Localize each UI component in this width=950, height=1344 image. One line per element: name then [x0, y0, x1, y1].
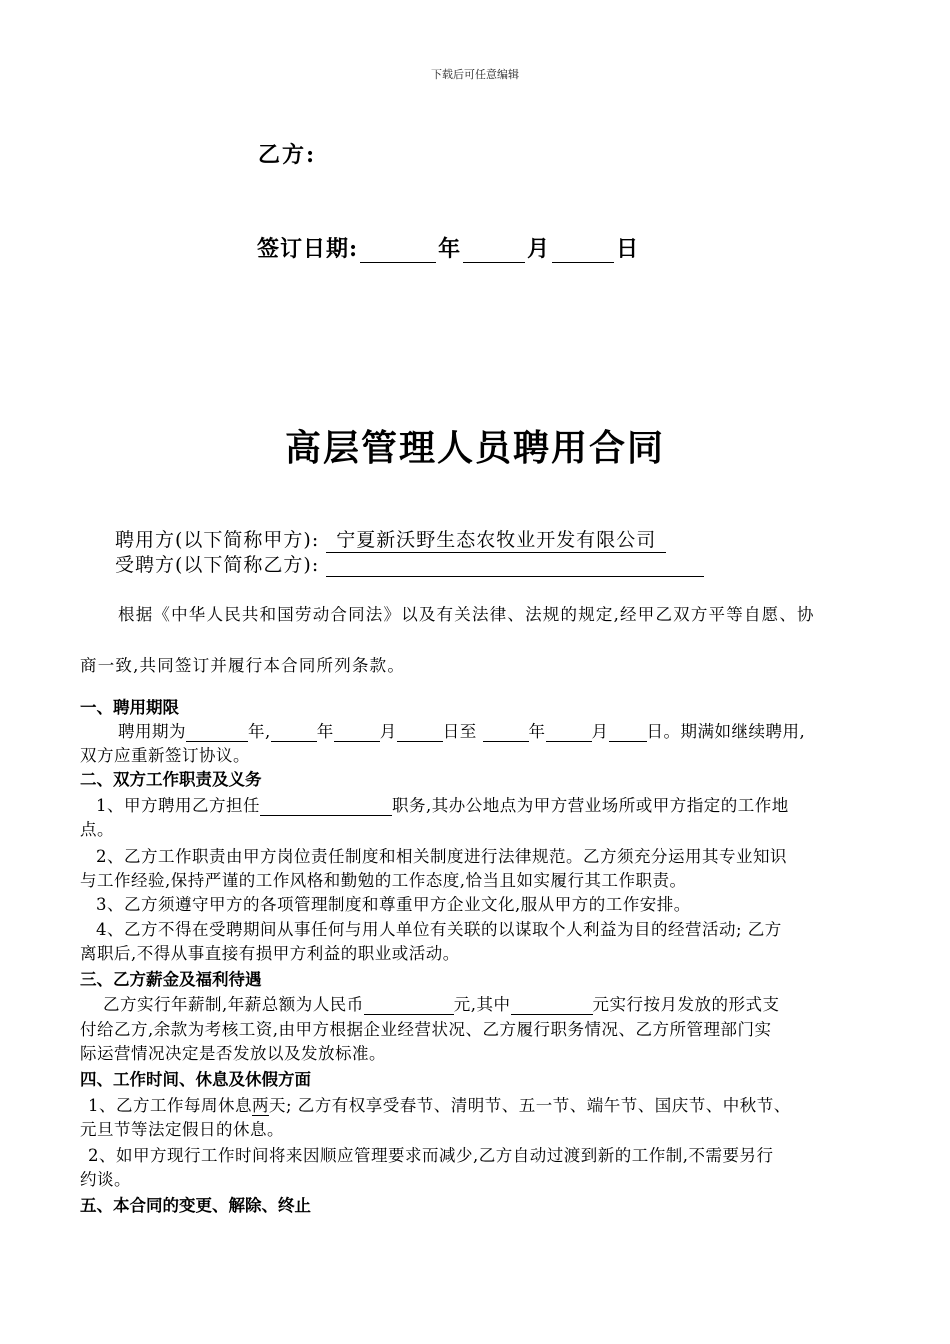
- section-1-line-2: 双方应重新签订协议。: [80, 746, 250, 765]
- header-note: 下载后可任意编辑: [431, 68, 519, 81]
- year-blank: [360, 240, 436, 263]
- section-2-item-1: [96, 792, 789, 816]
- contract-title: 高层管理人员聘用合同: [284, 427, 665, 469]
- term-text: 日。期满如继续聘用,: [646, 722, 806, 741]
- sign-date-line: [257, 232, 639, 263]
- employee-name-blank: [326, 556, 704, 577]
- month-label: 月: [527, 236, 551, 262]
- item-text: 1、甲方聘用乙方担任: [96, 796, 260, 815]
- annual-salary-blank: [364, 998, 454, 1015]
- monthly-salary-blank: [511, 998, 593, 1015]
- section-2-heading: [80, 766, 262, 790]
- section-4-item-1: [88, 1092, 791, 1116]
- section-2-item-2-cont: 与工作经验,保持严谨的工作风格和勤勉的工作态度,恰当且如实履行其工作职责。: [80, 871, 687, 890]
- section-1-line-1: [118, 718, 805, 742]
- section-5-heading: 五、本合同的变更、解除、终止: [80, 1196, 311, 1215]
- term-text: 年: [528, 722, 546, 741]
- blank: [186, 725, 248, 742]
- item-text: 职务,其办公地点为甲方营业场所或甲方指定的工作地: [392, 796, 789, 815]
- blank: [546, 725, 592, 742]
- term-text: 年,: [248, 722, 271, 741]
- year-label: 年: [438, 236, 462, 262]
- term-text: 月: [379, 722, 397, 741]
- blank: [483, 725, 529, 742]
- section-1-heading: 一、聘用期限: [80, 698, 179, 717]
- rest-text: 天; 乙方有权享受春节、清明节、五一节、端午节、国庆节、中秋节、: [269, 1096, 791, 1115]
- section-3-heading: 三、乙方薪金及福利待遇: [80, 970, 262, 989]
- blank: [397, 725, 443, 742]
- employee-label: 受聘方(以下简称乙方):: [115, 554, 320, 576]
- section-2-item-1-cont: 点。: [80, 820, 114, 839]
- salary-text: 乙方实行年薪制,年薪总额为人民币: [103, 995, 364, 1014]
- position-blank: [260, 799, 392, 816]
- section-3-line-1: [103, 991, 780, 1015]
- blank: [334, 725, 380, 742]
- term-text: 月: [591, 722, 609, 741]
- party-b-label: 乙方:: [258, 142, 317, 168]
- section-2-item-3: 3、乙方须遵守甲方的各项管理制度和尊重甲方企业文化,服从甲方的工作安排。: [96, 895, 691, 914]
- salary-text: 元,其中: [453, 995, 511, 1014]
- preamble-line-1: 根据《中华人民共和国劳动合同法》以及有关法律、法规的规定,经甲乙双方平等自愿、协: [118, 605, 815, 624]
- section-2-item-4: 4、乙方不得在受聘期间从事任何与用人单位有关联的以谋取个人利益为目的经营活动; 乙方: [96, 920, 782, 939]
- employer-label: 聘用方(以下简称甲方):: [115, 529, 320, 551]
- term-text: 日至: [442, 722, 477, 741]
- section-4-heading: 四、工作时间、休息及休假方面: [80, 1070, 311, 1089]
- month-blank: [463, 240, 525, 263]
- section-2-item-2: 2、乙方工作职责由甲方岗位责任制度和相关制度进行法律规范。乙方须充分运用其专业知识: [96, 847, 787, 866]
- section-2-item-4-cont: 离职后,不得从事直接有损甲方利益的职业或活动。: [80, 944, 460, 963]
- day-blank: [552, 240, 614, 263]
- salary-text: 元实行按月发放的形式支: [592, 995, 780, 1014]
- preamble-line-2: 商一致,共同签订并履行本合同所列条款。: [80, 656, 406, 675]
- employee-line: [115, 550, 704, 577]
- blank: [609, 725, 647, 742]
- employer-name: 宁夏新沃野生态农牧业开发有限公司: [326, 525, 666, 553]
- employer-line: [115, 525, 666, 553]
- rest-text: 1、乙方工作每周休息: [88, 1096, 252, 1115]
- section-3-line-3: 际运营情况决定是否发放以及发放标准。: [80, 1044, 386, 1063]
- section-2-heading-text: 二、双方工作职责及义务: [80, 770, 262, 789]
- section-4-item-1-cont: 元旦节等法定假日的休息。: [80, 1120, 284, 1139]
- section-4-item-2: 2、如甲方现行工作时间将来因顺应管理要求而减少,乙方自动过渡到新的工作制,不需要另行: [88, 1146, 774, 1165]
- day-label: 日: [616, 236, 640, 262]
- section-3-line-2: 付给乙方,余款为考核工资,由甲方根据企业经营状况、乙方履行职务情况、乙方所管理部门实: [80, 1020, 772, 1039]
- rest-days-value: 两: [252, 1096, 269, 1115]
- blank: [271, 725, 317, 742]
- term-text: 年: [316, 722, 334, 741]
- term-text: 聘用期为: [118, 722, 186, 741]
- sign-date-label: 签订日期:: [257, 236, 359, 262]
- section-4-item-2-cont: 约谈。: [80, 1170, 131, 1189]
